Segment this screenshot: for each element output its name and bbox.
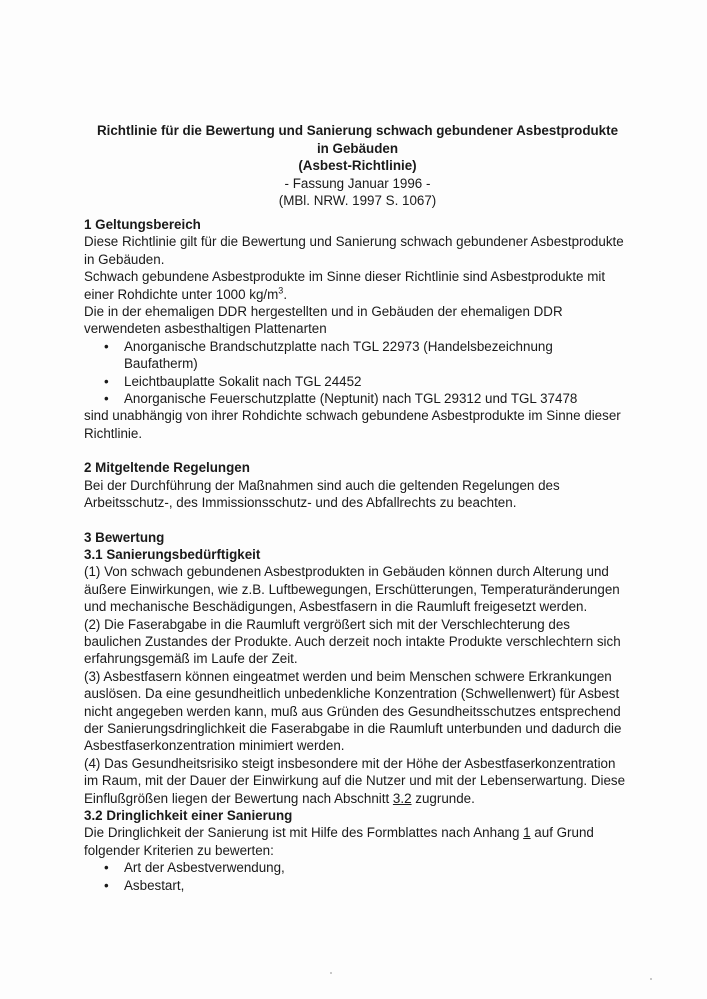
annex-reference-link[interactable]: 1 [523,825,531,841]
section-1-paragraph-4: sind unabhängig von ihrer Rohdichte schwach gebundene Asbestprodukte im Sinne dieser Richtlinie. [84,408,621,441]
section-3-2-paragraph-1 [84,824,629,859]
scan-speck [650,978,652,980]
section-1-paragraph-2 [84,268,629,303]
section-1-heading: 1 Geltungsbereich [84,217,201,232]
spacer [84,442,629,459]
list-item: • Anorganische Feuerschutzplatte (Neptunit) nach TGL 29312 und TGL 37478 [84,390,629,407]
section-1-bullet-list [84,338,629,408]
list-item: • Leichtbauplatte Sokalit nach TGL 24452 [84,373,629,390]
section-reference-link[interactable]: 3.2 [392,790,412,806]
list-item: • Art der Asbestverwendung, [84,859,629,876]
section-3-2-paragraph-1-end: auf Grund folgender Kriterien zu bewerten: [84,825,594,858]
section-3-1-heading: 3.1 Sanierungsbedürftigkeit [84,546,261,562]
section-1-paragraph-3: Die in der ehemaligen DDR hergestellten und in Gebäuden der ehemaligen DDR verwendeten asbesthaltigen Plattenarten [84,304,563,337]
section-3-1-paragraph-4 [84,755,629,807]
section-3-1-paragraph-4-end: zugrunde. [411,790,475,806]
document-body [84,216,629,894]
section-3-1-paragraph-2: (2) Die Faserabgabe in die Raumluft vergrößert sich mit der Verschlechterung des baulichen Zustandes der Produkte. Auch derzeit noch intakte Produkte verschlechtern sich erfahrungsgemäß im Laufe der Zeit. [84,616,621,667]
spacer [84,512,629,529]
section-3-2-bullet-list [84,859,629,894]
section-2-heading: 2 Mitgeltende Regelungen [84,460,250,476]
title-line-3: (Asbest-Richtlinie) [298,158,417,173]
scan-speck [330,972,332,974]
title-edition: - Fassung Januar 1996 - [284,175,431,191]
section-1-paragraph-2-text: Schwach gebundene Asbestprodukte im Sinne dieser Richtlinie sind Asbestprodukte mit einer Rohdichte unter 1000 kg/m [84,269,606,302]
section-3-1-paragraph-1: (1) Von schwach gebundenen Asbestprodukten in Gebäuden können durch Alterung und äußere Einwirkungen, wie z.B. Luftbewegungen, Erschütterungen, Temperaturänderungen und mechanische Beschädigungen, Asbestfasern in die Raumluft freigesetzt werden. [84,564,620,615]
section-3-1-paragraph-3: (3) Asbestfasern können eingeatmet werden und beim Menschen schwere Erkrankungen auslösen. Da eine gesundheitlich unbedenkliche Konzentration (Schwellenwert) für Asbest nicht angegeben werden kann, muß aus Gründen des Gesundheitsschutzes entsprechend der Sanierungsdringlichkeit die Faserabgabe in die Raumluft unterbunden und dadurch die Asbestfaserkonzentration minimiert werden. [84,668,622,754]
title-line-1: Richtlinie für die Bewertung und Sanierung schwach gebundener Asbestprodukte [96,123,619,138]
list-item: • Asbestart, [84,877,629,894]
section-3-2-heading: 3.2 Dringlichkeit einer Sanierung [84,808,293,823]
title-line-2: in Gebäuden [316,140,399,156]
section-3-1-paragraph-4-text: (4) Das Gesundheitsrisiko steigt insbesondere mit der Höhe der Asbestfaserkonzentration im Raum, mit der Dauer der Einwirkung auf die Nutzer und mit der Lebenserwartung. Diese Einflußgrößen liegen der Bewertung nach Abschnitt [84,755,626,806]
section-1-paragraph-2-end: . [283,286,288,302]
section-2-paragraph-1: Bei der Durchführung der Maßnahmen sind auch die geltenden Regelungen des Arbeitsschutz-, des Immissionsschutz- und des Abfallrechts zu beachten. [84,477,560,511]
section-3-heading: 3 Bewertung [84,529,165,545]
list-item: • Anorganische Brandschutzplatte nach TGL 22973 (Handelsbezeichnung Baufatherm) [84,338,629,373]
document-title-block [70,122,645,210]
section-1-paragraph-1: Diese Richtlinie gilt für die Bewertung und Sanierung schwach gebundener Asbestprodukte in Gebäuden. [84,234,624,267]
section-3-2-paragraph-1-text: Die Dringlichkeit der Sanierung ist mit Hilfe des Formblattes nach Anhang [84,825,524,841]
title-citation: (MBl. NRW. 1997 S. 1067) [278,193,437,208]
superscript-3: 3 [278,285,284,296]
